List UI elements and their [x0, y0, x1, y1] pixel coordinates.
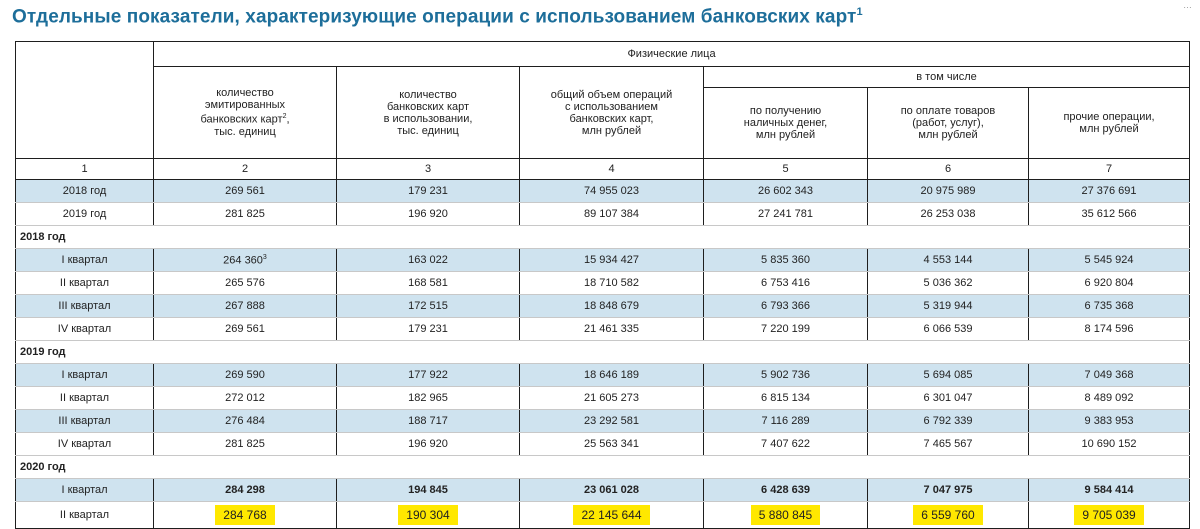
- cell: 5 545 924: [1029, 249, 1190, 272]
- cell: 163 022: [337, 249, 520, 272]
- cell: 26 253 038: [868, 203, 1029, 226]
- cell: 267 888: [154, 295, 337, 318]
- table-row: [16, 364, 1190, 387]
- cell: 188 717: [337, 410, 520, 433]
- cell: 269 590: [154, 364, 337, 387]
- table-row-highlighted: [16, 502, 1190, 529]
- cell: 9 383 953: [1029, 410, 1190, 433]
- row-label: I квартал: [16, 479, 154, 502]
- cell: 265 576: [154, 272, 337, 295]
- cell: 6 428 639: [704, 479, 868, 502]
- row-label: III квартал: [16, 295, 154, 318]
- table-row: [16, 318, 1190, 341]
- cell: 177 922: [337, 364, 520, 387]
- row-label: 2018 год: [16, 180, 154, 203]
- cell: 7 047 975: [868, 479, 1029, 502]
- table-row: [16, 203, 1190, 226]
- cell: 179 231: [337, 318, 520, 341]
- cell: 18 646 189: [520, 364, 704, 387]
- section-row: [16, 456, 1190, 479]
- column-numbers-row: [16, 159, 1190, 180]
- cell: 5 902 736: [704, 364, 868, 387]
- cell: 264 $360^3$: [154, 249, 337, 272]
- cell: 276 484: [154, 410, 337, 433]
- cell: 6 792 339: [868, 410, 1029, 433]
- cell: 26 602 343: [704, 180, 868, 203]
- cell: 269 561: [154, 318, 337, 341]
- col-number: 5: [704, 159, 868, 180]
- cell: 27 376 691: [1029, 180, 1190, 203]
- table-row: [16, 272, 1190, 295]
- row-label: II квартал: [16, 387, 154, 410]
- highlight-mark: 190 304: [398, 505, 457, 525]
- cell: [154, 502, 337, 529]
- cell: 281 825: [154, 203, 337, 226]
- cell: 272 012: [154, 387, 337, 410]
- cell: [1029, 502, 1190, 529]
- cell: 6 753 416: [704, 272, 868, 295]
- cell: 74 955 023: [520, 180, 704, 203]
- cell: 21 605 273: [520, 387, 704, 410]
- header-col-3: количество банковских карт в использовании, тыс. единиц: [337, 67, 520, 159]
- cell: 6 735 368: [1029, 295, 1190, 318]
- title-footnote: 1: [856, 6, 863, 18]
- highlight-mark: 22 145 644: [573, 505, 649, 525]
- cell: 6 066 539: [868, 318, 1029, 341]
- table-row: [16, 479, 1190, 502]
- cell: 18 710 582: [520, 272, 704, 295]
- cell: 5 319 944: [868, 295, 1029, 318]
- section-label: 2018 год: [16, 226, 1190, 249]
- cell: 6 815 134: [704, 387, 868, 410]
- col-number: 7: [1029, 159, 1190, 180]
- highlight-mark: 9 705 039: [1074, 505, 1143, 525]
- cell: 281 825: [154, 433, 337, 456]
- cell: 194 845: [337, 479, 520, 502]
- cell: 15 934 427: [520, 249, 704, 272]
- cell: 23 292 581: [520, 410, 704, 433]
- col-number: 1: [16, 159, 154, 180]
- cell: 20 975 989: [868, 180, 1029, 203]
- header-group: Физические лица: [154, 42, 1190, 67]
- cell: 8 489 092: [1029, 387, 1190, 410]
- cell: 21 461 335: [520, 318, 704, 341]
- cell: 89 107 384: [520, 203, 704, 226]
- section-label: 2019 год: [16, 341, 1190, 364]
- cell: 5 694 085: [868, 364, 1029, 387]
- table-row: [16, 433, 1190, 456]
- cell: 6 920 804: [1029, 272, 1190, 295]
- cell: 18 848 679: [520, 295, 704, 318]
- cell: 25 563 341: [520, 433, 704, 456]
- cell: 35 612 566: [1029, 203, 1190, 226]
- cell: 5 835 360: [704, 249, 868, 272]
- cell: [337, 502, 520, 529]
- highlight-mark: 5 880 845: [751, 505, 820, 525]
- header-col-6: по оплате товаров (работ, услуг), млн рублей: [868, 88, 1029, 159]
- cell: 8 174 596: [1029, 318, 1190, 341]
- cell: 172 515: [337, 295, 520, 318]
- highlight-mark: 6 559 760: [913, 505, 982, 525]
- cell: 182 965: [337, 387, 520, 410]
- col-number: 2: [154, 159, 337, 180]
- cell: 7 465 567: [868, 433, 1029, 456]
- row-label: 2019 год: [16, 203, 154, 226]
- cell: 269 561: [154, 180, 337, 203]
- cell: 27 241 781: [704, 203, 868, 226]
- header-col-2: количество эмитированных банковских карт$^2$, тыс. единиц: [154, 67, 337, 159]
- card-operations-table: [15, 41, 1190, 529]
- header-col-7: прочие операции, млн рублей: [1029, 88, 1190, 159]
- row-label: I квартал: [16, 249, 154, 272]
- corner-mark: …: [1183, 0, 1192, 10]
- row-label: II квартал: [16, 502, 154, 529]
- col-number: 4: [520, 159, 704, 180]
- row-label: II квартал: [16, 272, 154, 295]
- section-row: [16, 341, 1190, 364]
- header-col-5: по получению наличных денег, млн рублей: [704, 88, 868, 159]
- cell: 7 116 289: [704, 410, 868, 433]
- table-row: [16, 180, 1190, 203]
- table-row: [16, 387, 1190, 410]
- cell: 7 220 199: [704, 318, 868, 341]
- cell: 6 301 047: [868, 387, 1029, 410]
- cell: 10 690 152: [1029, 433, 1190, 456]
- section-row: [16, 226, 1190, 249]
- cell: 7 049 368: [1029, 364, 1190, 387]
- cell: 6 793 366: [704, 295, 868, 318]
- cell: 196 920: [337, 433, 520, 456]
- highlight-mark: 284 768: [215, 505, 274, 525]
- header-col-4: общий объем операций с использованием банковских карт, млн рублей: [520, 67, 704, 159]
- cell: 7 407 622: [704, 433, 868, 456]
- page-title: Отдельные показатели, характеризующие операции с использованием банковских карт$^1$: [12, 6, 863, 28]
- cell: 23 061 028: [520, 479, 704, 502]
- table-row: [16, 410, 1190, 433]
- cell: 168 581: [337, 272, 520, 295]
- cell: 5 036 362: [868, 272, 1029, 295]
- col-number: 3: [337, 159, 520, 180]
- row-label: III квартал: [16, 410, 154, 433]
- cell: [704, 502, 868, 529]
- row-label: I квартал: [16, 364, 154, 387]
- cell: 196 920: [337, 203, 520, 226]
- cell: [868, 502, 1029, 529]
- header-subgroup: в том числе: [704, 67, 1190, 88]
- section-label: 2020 год: [16, 456, 1190, 479]
- header-corner: [16, 42, 154, 159]
- cell: [520, 502, 704, 529]
- cell: 9 584 414: [1029, 479, 1190, 502]
- table-row: [16, 249, 1190, 272]
- col-number: 6: [868, 159, 1029, 180]
- row-label: IV квартал: [16, 318, 154, 341]
- row-label: IV квартал: [16, 433, 154, 456]
- cell: 284 298: [154, 479, 337, 502]
- cell: 179 231: [337, 180, 520, 203]
- table-row: [16, 295, 1190, 318]
- cell: 4 553 144: [868, 249, 1029, 272]
